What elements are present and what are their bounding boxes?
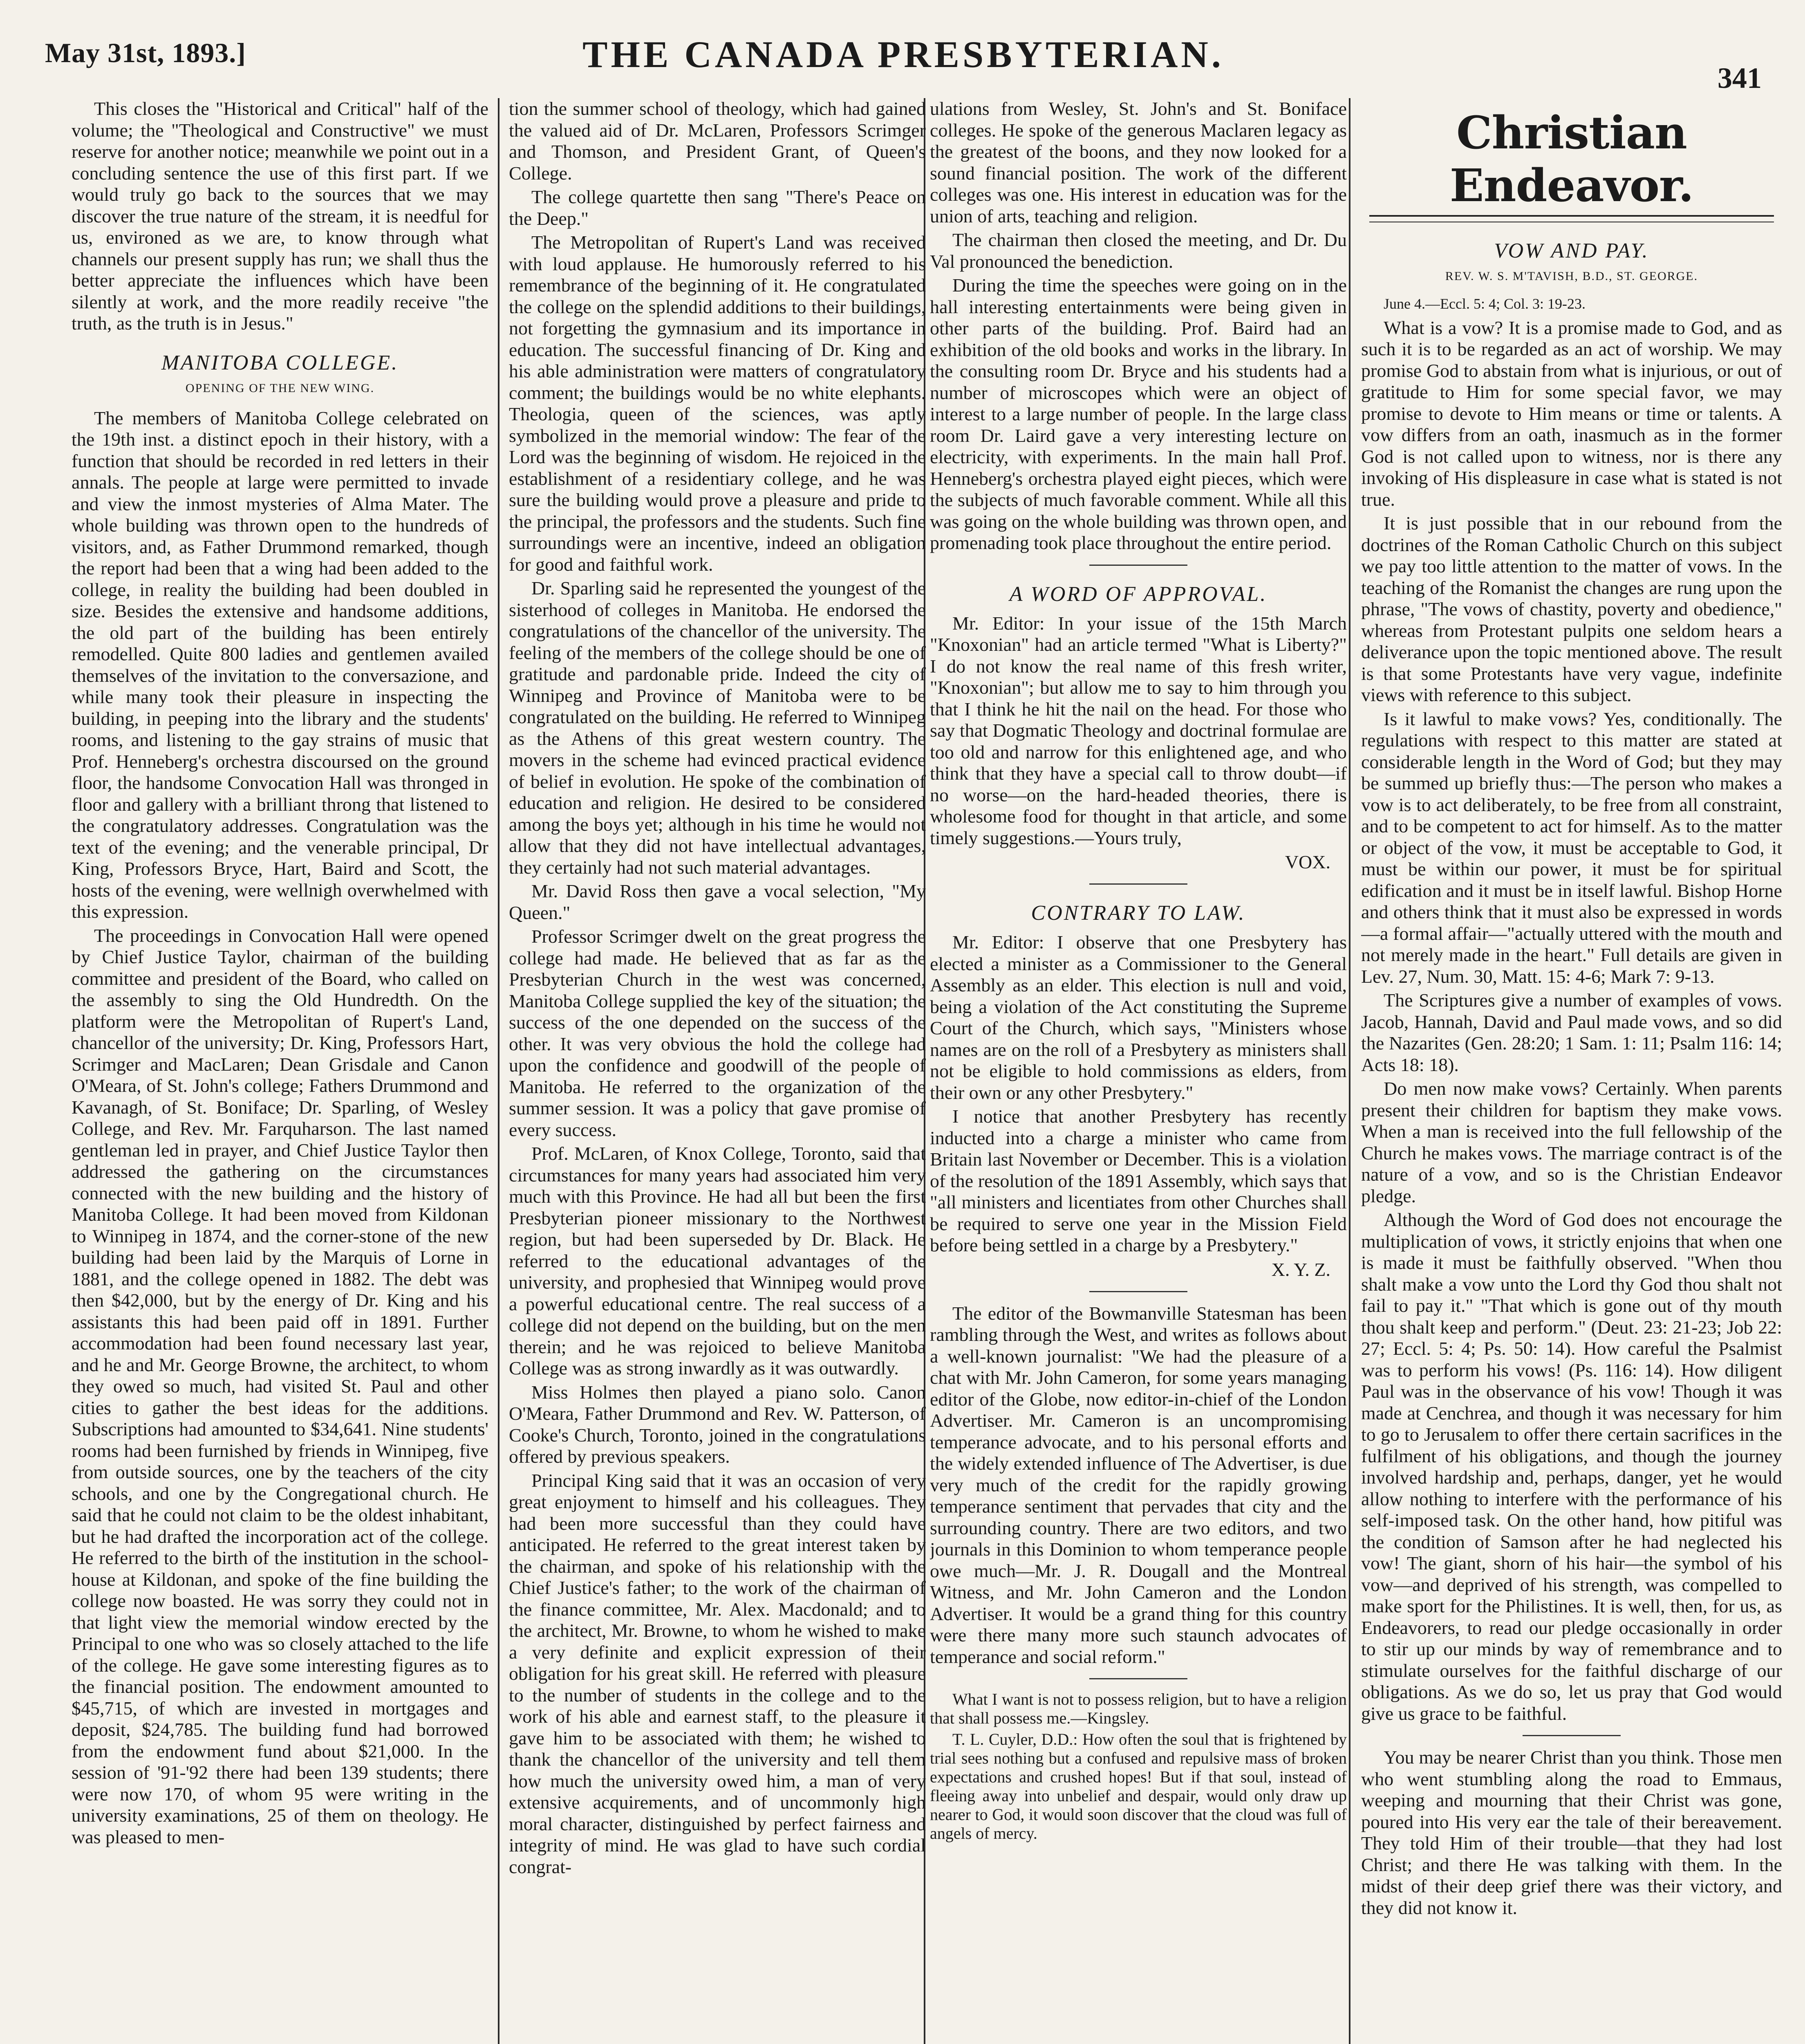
issue-date: May 31st, 1893.] [45,37,246,68]
paragraph: The Metropolitan of Rupert's Land was received with loud applause. He humorously referred to his remembrance of the beginning of it. He congratulated the college on the splendid additions to their buildings, not forgetting the gymnasium and its importance in education. The successful financing of Dr. King and his able administration were matters of congratulatory comment; the buildings would be no white elephants. Theologia, queen of the sciences, was aptly symbolized in the memorial window: The fear of the Lord was the beginning of wisdom. He rejoiced in the establishment of a residentiary college, and he was sure the building would prove a pleasure and pride to the principal, the professors and the students. Such fine surroundings were an incentive, indeed an obligation for good and faithful work. [509,232,926,575]
paragraph: This closes the "Historical and Critical" half of the volume; the "Theological and Constructive" we must reserve for another notice; meanwhile we point out in a concluding sentence the use of this first part. If we would truly go back to the sources that we may discover the true nature of the stream, it is needful for us, environed as we are, to know through what channels our present supply has run; we shall thus the better appreciate the influences which have been silently at work, and the more readily receive "the truth, as the truth is in Jesus." [72,98,488,334]
letter-body: Mr. Editor: I observe that one Presbytery has elected a minister as a Commissioner to the General Assembly as an elder. This election is null and void, being a violation of the Act constituting the Supreme Court of the Church, which says, "Ministers whose names are on the roll of a Presbytery as ministers shall not be eligible to hold commissions as elders, from their own or any other Presbytery." [930,932,1347,1103]
column-4 [1361,98,1782,2044]
paragraph: It is just possible that in our rebound from the doctrines of the Roman Catholic Church on this subject we pay too little attention to the matter of vows. In the teaching of the Romanist the changes are rung upon the phrase, "The vows of chastity, poverty and obedience," whereas from Protestant pulpits one seldom hears a deliverance upon the topic mentioned above. The result is that some Protestants have very vague, indefinite views with reference to this subject. [1361,513,1782,705]
paragraph: Prof. McLaren, of Knox College, Toronto, said that circumstances for many years had associated him very much with this Province. He had all but been the first Presbyterian pioneer missionary to the Northwest region, but had been superseded by Dr. Black. He referred to the educational advantages of the university, and prophesied that Winnipeg would prove a powerful educational centre. The real success of a college did not depend on the building, but on the men therein; and he was rejoiced to believe Manitoba College was as strong inwardly as it was outwardly. [509,1143,926,1378]
masthead: THE CANADA PRESBYTERIAN. [582,34,1224,75]
column-2 [509,98,926,2044]
paragraph: Do men now make vows? Certainly. When parents present their children for baptism they make vows. When a man is received into the full fellowship of the Church he makes vows. The marriage contract is of the nature of a vow, and so is the Christian Endeavor pledge. [1361,1078,1782,1206]
quote: T. L. Cuyler, D.D.: How often the soul that is frightened by trial sees nothing but a confused and repulsive mass of broken expectations and crushed hopes! But if that soul, instead of fleeing away into unbelief and despair, would only draw up nearer to God, it would soon discover that the cloud was full of angels of mercy. [930,1730,1347,1842]
column-1 [72,98,488,2044]
byline: REV. W. S. M'TAVISH, B.D., ST. GEORGE. [1445,269,1698,283]
article-subtitle: OPENING OF THE NEW WING. [185,381,375,395]
article-title: MANITOBA COLLEGE. [161,351,399,374]
section-title: Christian Endeavor. [1449,106,1694,212]
article-title: VOW AND PAY. [1494,239,1649,262]
paragraph: Professor Scrimger dwelt on the great progress the college had made. He believed that as far as the Presbyterian Church in the west was concerned, Manitoba College supplied the key of the situation; the success of the one depended on the success of the other. It was very obvious the hold the college had upon the confidence and goodwill of the people of Manitoba. He referred to the organization of the summer session. It was a policy that gave promise of every success. [509,926,926,1140]
paragraph: What is a vow? It is a promise made to God, and as such it is to be regarded as an act of worship. We may promise God to abstain from what is injurious, or out of gratitude to Him for some special favor, we may promise to devote to Him means or time or talents. A vow differs from an oath, inasmuch as in the former God is not called upon to witness, nor is there any invoking of His displeasure in case what is stated is not true. [1361,317,1782,510]
section-divider [1089,1291,1187,1292]
paragraph: Although the Word of God does not encourage the multiplication of vows, it strictly enjoins that when one is made it must be faithfully observed. "When thou shalt make a vow unto the Lord thy God thou shalt not fail to pay it." "That which is gone out of thy mouth thou shalt keep and perform." (Deut. 23: 21-23; Job 22: 27; Eccl. 5: 4; Ps. 50: 14). How careful the Psalmist was to perform his vows! (Ps. 116: 14). How diligent Paul was in the observance of his vow! Though it was made at Cenchrea, and though it was necessary for him to go to Jerusalem to offer there certain sacrifices in the fulfilment of his obligations, and though the journey involved hardship and, perhaps, danger, yet he would allow nothing to interfere with the performance of his self-imposed task. On the other hand, how pitiful was the condition of Samson after he had neglected his vow! The giant, shorn of his hair—the symbol of his vow—and deprived of his strength, was compelled to make sport for the Philistines. It is well, then, for us, as Endeavorers, to read our pledge occasionally in order to stir up our minds by way of remembrance and to stimulate ourselves for the faithful discharge of our obligations. As we do so, let us pray that God would give us grace to be faithful. [1361,1209,1782,1724]
paragraph: Dr. Sparling said he represented the youngest of the sisterhood of colleges in Manitoba. He endorsed the congratulations of the chancellor of the university. The feeling of the members of the college should be one of gratitude and pardonable pride. Indeed the city of Winnipeg and Province of Manitoba were to be congratulated on the building. He referred to Winnipeg as the Athens of this great western country. The movers in the scheme had evinced practical evidence of belief in evolution. He spoke of the combination of education and religion. He desired to be considered among the boys yet; although in his time he would not allow that they did not have intellectual advantages, they certainly had not such material advantages. [509,578,926,878]
paragraph: You may be nearer Christ than you think. Those men who went stumbling along the road to Emmaus, weeping and mourning that their Christ was gone, poured into His very ear the tale of their bereavement. They told Him of their trouble—that they had lost Christ; and there He was talking with them. In the midst of their deep grief there was their victory, and they did not know it. [1361,1747,1782,1918]
column-rule [1349,98,1350,2044]
paragraph: Is it lawful to make vows? Yes, conditionally. The regulations with respect to this matter are stated at considerable length in the Word of God; but they may be summed up briefly thus:—The person who makes a vow is to act deliberately, to be free from all constraint, and to be competent to act for himself. As to the matter or object of the vow, it must be acceptable to God, it must be within our power, it must be for spiritual edification and it must be in itself lawful. Bishop Horne and others think that it must also be expressed in words—a formal affair—"actually uttered with the mouth and not merely made in the heart." Full details are given in Lev. 27, Num. 30, Matt. 15: 4-6; Mark 7: 9-13. [1361,708,1782,987]
column-rule [498,98,499,2044]
paragraph: Miss Holmes then played a piano solo. Canon O'Meara, Father Drummond and Rev. W. Patterson, of Cooke's Church, Toronto, joined in the congratulations offered by previous speakers. [509,1381,926,1467]
paragraph: The proceedings in Convocation Hall were opened by Chief Justice Taylor, chairman of the building committee and president of the Board, who called on the assembly to sing the Old Hundredth. On the platform were the Metropolitan of Rupert's Land, chancellor of the university; Dr. King, Professors Hart, Scrimger and MacLaren; Dean Grisdale and Canon O'Meara, of St. John's college; Fathers Drummond and Kavanagh, of St. Boniface; Dr. Sparling, of Wesley College, and Rev. Mr. Farquharson. The last named gentleman led in prayer, and Chief Justice Taylor then addressed the gathering on the circumstances connected with the new building and the history of Manitoba College. It had been moved from Kildonan to Winnipeg in 1874, and the corner-stone of the new building had been laid by the Marquis of Lorne in 1881, and the college opened in 1882. The debt was then $42,000, but by the energy of Dr. King and his assistants this had been paid off in 1891. Further accommodation had been found necessary last year, and he and Mr. George Browne, the architect, to whom they owed so much, had visited St. Paul and other cities to gather the best ideas for the additions. Subscriptions had amounted to $34,641. Nine students' rooms had been furnished by friends in Winnipeg, five from outside sources, one by the teachers of the city schools, and one by the Congregational church. He said that he could not claim to be the oldest inhabitant, but he had drafted the incorporation act of the college. He referred to the birth of the institution in the school-house at Kildonan, and spoke of the fine building the college now boasted. He was sorry they could not in that light view the memorial window erected by the Principal to one who was so closely attached to the life of the college. He gave some interesting figures as to the financial position. The endowment amounted to $45,715, of which are invested in mortgages and deposit, $24,785. The building fund had borrowed from the endowment fund about $21,000. In the session of '91-'92 there had been 139 students; there were now 170, of whom 95 were writing in the university examinations, 25 of them on theology. He was pleased to men- [72,925,488,1847]
section-divider [1089,1678,1187,1679]
section-divider [1523,1735,1621,1736]
title-rule [1369,215,1774,222]
page-number: 341 [1718,62,1762,94]
page-header [45,16,1762,94]
paragraph: tion the summer school of theology, which had gained the valued aid of Dr. McLaren, Professors Scrimger and Thomson, and President Grant, of Queen's College. [509,98,926,184]
letter-signature: VOX. [1285,852,1330,872]
section-divider [1089,565,1187,566]
paragraph: The college quartette then sang "There's Peace on the Deep." [509,186,926,229]
letter-signature: X. Y. Z. [1271,1259,1330,1280]
letter-body: Mr. Editor: In your issue of the 15th March "Knoxonian" had an article termed "What is Liberty?" I do not know the real name of this fresh writer, "Knoxonian"; but allow me to say to him through you that I think he hit the nail on the head. For those who say that Dogmatic Theology and doctrinal formulae are too old and narrow for this enlightened age, and who think that they have a special call to throw doubt—if no worse—on the hard-headed theories, there is wholesome food for thought in that article, and some timely suggestions.—Yours truly, [930,612,1347,848]
paragraph: The members of Manitoba College celebrated on the 19th inst. a distinct epoch in their history, with a function that should be recorded in red letters in their annals. The people at large were permitted to invade and view the inmost mysteries of Alma Mater. The whole building was thrown open to the hundreds of visitors, and, as Father Drummond remarked, though the report had been that a wing had been added to the college, in reality the building had been doubled in size. Besides the extensive and handsome additions, the old part of the building has been entirely remodelled. Quite 800 ladies and gentlemen availed themselves of the invitation to the conversazione, and while many took their pleasure in inspecting the building, in peeping into the library and the students' rooms, and listening to the gay strains of music that Prof. Henneberg's orchestra discoursed on the ground floor, the handsome Convocation Hall was thronged in floor and gallery with a brilliant throng that listened to the congratulatory addresses. Congratulation was the text of the evening; and the venerable principal, Dr King, Professors Bryce, Hart, Baird and Scott, the hosts of the evening, were wellnigh overwhelmed with this expression. [72,407,488,922]
paragraph: During the time the speeches were going on in the hall interesting entertainments were being given in other parts of the building. Prof. Baird had an exhibition of the old books and works in the library. In the consulting room Dr. Bryce and his students had a number of microscopes which were an object of interest to a large number of people. In the large class room Dr. Laird gave a very interesting lecture on electricity, with experiments. In the main hall Prof. Henneberg's orchestra played eight pieces, which were the subjects of much favorable comment. While all this was going on the whole building was thrown open, and promenading took place throughout the entire period. [930,275,1347,553]
paragraph: The editor of the Bowmanville Statesman has been rambling through the West, and writes as follows about a well-known journalist: "We had the pleasure of a chat with Mr. John Cameron, for some years managing editor of the Globe, now editor-in-chief of the London Advertiser. Mr. Cameron is an uncompromising temperance advocate, and to his personal efforts and the widely extended influence of The Advertiser, is due very much of the credit for the rapidly growing temperance sentiment that pervades that city and the surrounding country. There are two editors, and two journals in this Dominion to whom temperance people owe much—Mr. J. R. Dougall and the Montreal Witness, and Mr. John Cameron and the London Advertiser. It would be a grand thing for this country were there many more such staunch advocates of temperance and social reform." [930,1302,1347,1667]
paragraph: The chairman then closed the meeting, and Dr. Du Val pronounced the benediction. [930,229,1347,272]
section-divider [1089,883,1187,885]
scripture-reference: June 4.—Eccl. 5: 4; Col. 3: 19-23. [1384,296,1586,312]
column-3 [930,98,1347,2044]
paragraph: The Scriptures give a number of examples of vows. Jacob, Hannah, David and Paul made vows, and so did the Nazarites (Gen. 28:20; 1 Sam. 1: 11; Psalm 116: 14; Acts 18: 18). [1361,990,1782,1075]
letter-title: A WORD OF APPROVAL. [1009,582,1268,606]
letter-body: I notice that another Presbytery has recently inducted into a charge a minister who came from Britain last November or December. This is a violation of the resolution of the 1891 Assembly, which says that "all ministers and licentiates from other Churches shall be required to serve one year in the Mission Field before being settled in a charge by a Presbytery." [930,1106,1347,1255]
paragraph: ulations from Wesley, St. John's and St. Boniface colleges. He spoke of the generous Maclaren legacy as the greatest of the boons, and they now looked for a sound financial position. The work of the different colleges was one. His interest in education was for the union of arts, teaching and religion. [930,98,1347,226]
quote: What I want is not to possess religion, but to have a religion that shall possess me.—Kingsley. [930,1690,1347,1727]
letter-title: CONTRARY TO LAW. [1031,901,1246,925]
paragraph: Principal King said that it was an occasion of very great enjoyment to himself and his colleagues. They had been more successful than they could have anticipated. He referred to the great interest taken by the chairman, and spoke of his relationship with the Chief Justice's father; to the work of the chairman of the finance committee, Mr. Alex. Macdonald; and to the architect, Mr. Browne, to whom he wished to make a very definite and explicit expression of their obligation for his great skill. He referred with pleasure to the number of students in the college and to the work of his able and earnest staff, to the pleasure it gave him to be associated with them; he wished to thank the chancellor of the university and tell them how much the university owed him, a man of very extensive acquirements, and of uncommonly high moral character, distinguished by perfect fairness and integrity of mind. He was glad to have such cordial congrat- [509,1470,926,1877]
paragraph: Mr. David Ross then gave a vocal selection, "My Queen." [509,881,926,923]
